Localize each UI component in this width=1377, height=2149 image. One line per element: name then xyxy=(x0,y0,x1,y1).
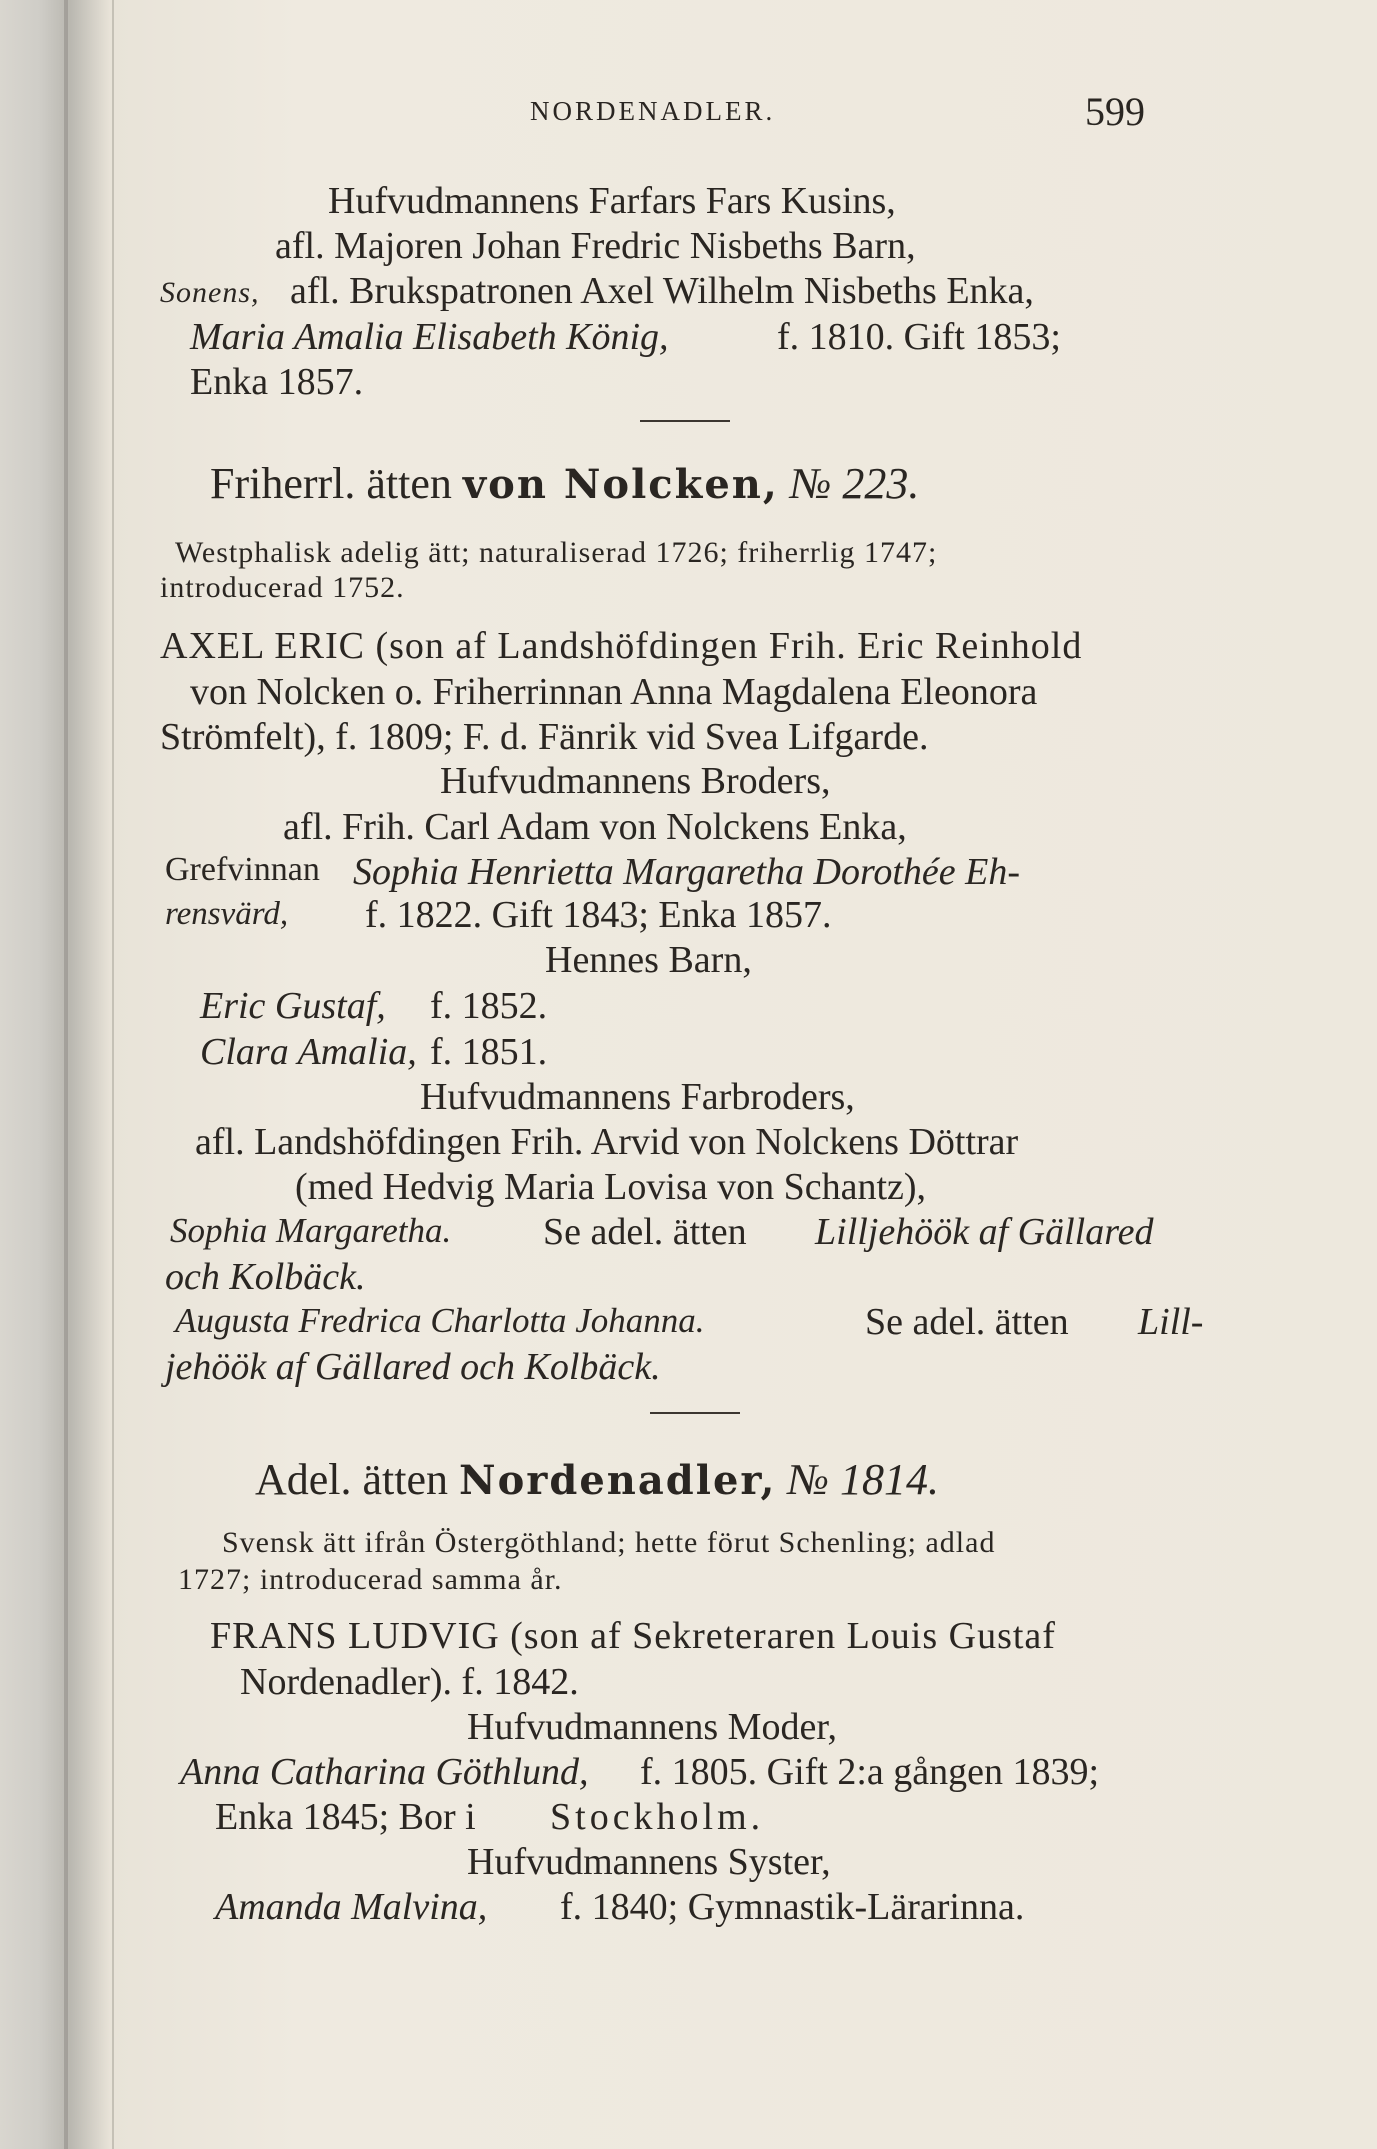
text-line: rensvärd, xyxy=(165,896,289,932)
family-intro: 1727; introducerad samma år. xyxy=(178,1563,563,1596)
text-line: Augusta Fredrica Charlotta Johanna. xyxy=(175,1301,705,1340)
text-line: jehöök af Gällared och Kolbäck. xyxy=(165,1346,661,1388)
text-line: Hufvudmannens Farfars Fars Kusins, xyxy=(328,180,896,222)
text-line: Eric Gustaf, xyxy=(200,985,386,1027)
text-line: Nordenadler). f. 1842. xyxy=(240,1661,579,1703)
binding-shadow xyxy=(64,0,68,2149)
text-line: (med Hedvig Maria Lovisa von Schantz), xyxy=(295,1166,927,1208)
text-line: Sonens, xyxy=(160,276,260,309)
section-heading xyxy=(210,459,920,508)
text-line: Anna Catharina Göthlund, xyxy=(180,1751,589,1793)
text-line: afl. Brukspatronen Axel Wilhelm Nisbeths Enka, xyxy=(290,270,1034,312)
family-number: № 1814. xyxy=(787,1455,939,1504)
text-line: Maria Amalia Elisabeth König, xyxy=(190,316,669,358)
text-line: Enka 1845; Bor i xyxy=(215,1796,476,1838)
family-name: Nordenadler, xyxy=(459,1457,777,1504)
text-line: Se adel. ätten xyxy=(865,1301,1069,1343)
heading-prefix: Friherrl. ätten xyxy=(210,459,452,508)
text-line: AXEL ERIC (son af Landshöfdingen Frih. Eric Reinhold xyxy=(160,625,1083,667)
family-intro: introducerad 1752. xyxy=(160,571,405,604)
text-line: f. 1805. Gift 2:a gången 1839; xyxy=(640,1751,1100,1793)
text-line: Hufvudmannens Moder, xyxy=(467,1706,837,1748)
text-line: Stockholm. xyxy=(550,1796,765,1838)
text-line: f. 1840; Gymnastik-Lärarinna. xyxy=(560,1886,1025,1928)
text-line: f. 1852. xyxy=(430,985,548,1027)
text-line: Hufvudmannens Broders, xyxy=(440,760,831,802)
family-intro: Svensk ätt ifrån Östergöthland; hette förut Schenling; adlad xyxy=(222,1526,996,1559)
text-line: afl. Landshöfdingen Frih. Arvid von Nolckens Döttrar xyxy=(195,1121,1019,1163)
section-divider xyxy=(640,420,730,422)
text-line: FRANS LUDVIG (son af Sekreteraren Louis Gustaf xyxy=(210,1615,1056,1657)
text-line: och Kolbäck. xyxy=(165,1256,366,1298)
text-line: f. 1851. xyxy=(430,1031,548,1073)
text-line: Hufvudmannens Farbroders, xyxy=(420,1076,855,1118)
text-line: afl. Majoren Johan Fredric Nisbeths Barn, xyxy=(275,225,916,267)
family-intro: Westphalisk adelig ätt; naturaliserad 1726; friherrlig 1747; xyxy=(175,536,938,569)
text-line: von Nolcken o. Friherrinnan Anna Magdalena Eleonora xyxy=(190,671,1038,713)
text-line: Grefvinnan xyxy=(165,851,320,888)
text-line: Lilljehöök af Gällared xyxy=(815,1211,1154,1253)
text-line: Se adel. ätten xyxy=(543,1211,747,1253)
heading-prefix: Adel. ätten xyxy=(255,1455,449,1504)
section-heading xyxy=(255,1455,939,1504)
page-edge xyxy=(112,0,114,2149)
text-line: afl. Frih. Carl Adam von Nolckens Enka, xyxy=(283,806,907,848)
text-line: Sophia Margaretha. xyxy=(170,1211,452,1250)
text-line: Amanda Malvina, xyxy=(215,1886,488,1928)
running-header: NORDENADLER. xyxy=(530,96,776,126)
page-number: 599 xyxy=(1085,89,1145,134)
text-line: Sophia Henrietta Margaretha Dorothée Eh- xyxy=(353,851,1021,893)
family-number: № 223. xyxy=(789,459,920,508)
family-name: von Nolcken, xyxy=(462,461,779,508)
text-line: Clara Amalia, xyxy=(200,1031,417,1073)
text-line: Hennes Barn, xyxy=(545,939,752,981)
text-line: Strömfelt), f. 1809; F. d. Fänrik vid Svea Lifgarde. xyxy=(160,716,929,758)
section-divider xyxy=(650,1412,740,1414)
text-line: f. 1822. Gift 1843; Enka 1857. xyxy=(365,894,832,936)
text-line: Hufvudmannens Syster, xyxy=(467,1841,831,1883)
text-line: f. 1810. Gift 1853; xyxy=(777,316,1061,358)
text-line: Enka 1857. xyxy=(190,361,364,403)
text-line: Lill- xyxy=(1138,1301,1204,1343)
